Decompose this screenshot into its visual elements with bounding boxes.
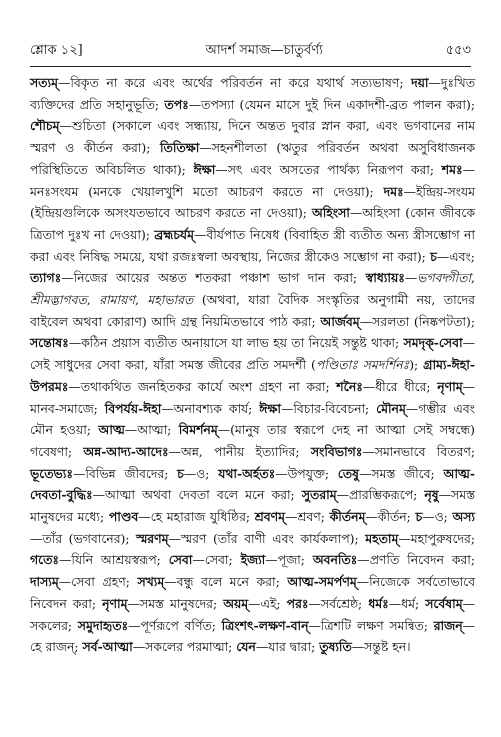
sanskrit-term: দমঃ (383, 183, 404, 199)
sanskrit-term: আত্ম (98, 422, 125, 438)
term-meaning: —বন্ধু বলে মনে করা; (164, 574, 288, 590)
sanskrit-term: দাস্যম্ (30, 574, 59, 590)
sanskrit-term: ধর্মঃ (368, 595, 389, 611)
term-meaning: (অথবা, যারা বৈদিক সংস্কৃতির অনুগামী নয়, তাদের বাইবেল অথবা কোরাণ) আদি গ্রন্থ নিয়মিতভাবে পাঠ করা; (30, 292, 475, 329)
term-meaning: —গম্ভীর এবং মৌন হওয়া; (30, 400, 476, 438)
sanskrit-term: সেবা (168, 552, 193, 568)
term-meaning: — (404, 270, 418, 286)
term-meaning: —বিকৃত না করে এবং অর্থের পরিবর্তন না করে যথার্থ সত্যভাষণ; (57, 75, 412, 90)
term-meaning: —এই; (248, 595, 287, 611)
sanskrit-term: গতেঃ (30, 552, 60, 568)
sanskrit-term: ব্রহ্মচর্যম্ (154, 226, 194, 242)
term-meaning: —ত্রিশটি লক্ষণ সমন্বিত; (308, 617, 434, 633)
term-meaning: —মহাপুরুষদের; (398, 530, 475, 546)
sanskrit-term: অস্য (452, 509, 475, 525)
sanskrit-term: অহিংসা (312, 205, 350, 221)
sanskrit-term: সর্ব-আত্মা (82, 639, 133, 655)
term-meaning: —সেই সাধুদের সেবা করা, যাঁরা সমস্ত জীবের প্রতি সমদর্শী ( (30, 335, 475, 373)
sanskrit-term: রাজন্ (433, 617, 463, 633)
running-header (30, 40, 471, 62)
sanskrit-term: তপঃ (164, 96, 189, 112)
term-meaning: —প্রণতি নিবেদন করা; (357, 552, 475, 568)
sanskrit-term: ভূতেভ্যঃ (30, 465, 73, 481)
term-meaning: —অনাবশ্যক কার্য; (161, 400, 260, 416)
term-meaning: —সর্বশ্রেষ্ঠ; (308, 595, 369, 611)
sanskrit-term: কীর্তনম্ (329, 509, 366, 525)
sanskrit-term: তুষ্যতি (319, 639, 352, 655)
sanskrit-term: চ (177, 465, 184, 481)
term-meaning: —সমস্ত মানুষদের; (127, 595, 224, 611)
sanskrit-term: সংবিভাগঃ (310, 443, 363, 459)
term-meaning: ); (409, 357, 424, 373)
term-meaning: —হে রাজন্; (30, 617, 475, 655)
sanskrit-term: সুতরাম্ (301, 487, 337, 503)
term-meaning: —বিভিন্ন জীবদের; (72, 465, 178, 481)
term-meaning: —বীর্যপাত নিষেধ (বিবাহিত স্ত্রী ব্যতীত অন্য স্ত্রীসম্ভোগ না করা এবং নিষিদ্ধ সময়ে, যথা রজঃস্বলা অবস্থায়, নিজের স্ত্রীকেও সম্ভোগ না করা); (30, 226, 475, 264)
term-meaning: —বিচার-বিবেচনা; (280, 400, 377, 416)
term-meaning: —ও; (422, 509, 453, 525)
sanskrit-term: স্মরণম্ (136, 530, 169, 546)
term-meaning: —সমস্ত জীবে; (358, 465, 444, 481)
sanskrit-term: শৌচম্ (30, 118, 60, 134)
term-meaning: , (134, 292, 148, 308)
term-meaning: —সমস্ত মানুষদের মধ্যে; (30, 487, 475, 525)
sanskrit-term: বিপর্যয়-ঈহা (104, 400, 162, 416)
term-meaning: —(মানুষ তার স্বরূপে দেহ না আত্মা সেই সম্বন্ধে) গবেষণা; (30, 422, 475, 459)
sanskrit-term: তেষু (337, 465, 359, 481)
term-meaning: —মানব-সমাজে; (30, 378, 475, 416)
sanskrit-term: সত্যম্ (30, 75, 58, 90)
sanskrit-term: শ্রবণম্ (254, 509, 285, 525)
sanskrit-term: মৌনম্ (376, 400, 406, 416)
header-rule (30, 66, 471, 67)
sanskrit-term: শমঃ (441, 161, 463, 177)
term-meaning: —সকলের পরমাত্মা; (132, 639, 237, 655)
sanskrit-term: পাণ্ডব (108, 509, 139, 525)
term-meaning: —সহনশীলতা (ঋতুর পরিবর্তন অথবা অসুবিধাজনক পরিস্থিতিতে অবিচলিত থাকা); (30, 140, 475, 177)
term-meaning: —আত্মা; (124, 422, 179, 438)
sanskrit-term: ঈক্ষা (193, 161, 216, 177)
term-meaning: —সেবা; (192, 552, 241, 568)
sanskrit-term: নৃণাম্ (102, 595, 128, 611)
sanskrit-term: চ (430, 248, 437, 264)
sanskrit-term: নৃষু (424, 487, 439, 503)
term-meaning: —সেবা গ্রহণ; (58, 574, 138, 590)
header-chapter-title: আদর্শ সমাজ—চাতুর্বর্ণ্য (205, 42, 323, 58)
term-meaning: —হে মহারাজ যুধিষ্ঠির; (138, 509, 255, 525)
sanskrit-term: শনৈঃ (336, 378, 363, 394)
term-meaning: —অন্ন, পানীয় ইত্যাদির; (168, 443, 311, 459)
term-meaning: —পূজা; (265, 552, 313, 568)
term-meaning: —শ্রবণ; (285, 509, 330, 525)
sanskrit-term: ত্যাগঃ (30, 270, 62, 286)
sanskrit-term: বিমর্শনম্ (178, 422, 218, 438)
term-meaning: , (86, 292, 100, 308)
term-meaning: —আত্মা অথবা দেবতা বলে মনে করা; (92, 487, 302, 503)
term-meaning: —ধীরে ধীরে; (362, 378, 438, 394)
term-meaning: —সরলতা (নিষ্কপটতা); (359, 313, 475, 329)
header-verse-ref: শ্লোক ১২] (30, 42, 83, 58)
sanskrit-term: আর্জবম্ (320, 313, 360, 329)
sanskrit-term: ত্রিংশৎ-লক্ষণ-বান্ (221, 617, 309, 633)
term-meaning: —সৎ এবং অসতের পার্থক্য নিরূপণ করা; (215, 161, 442, 177)
term-meaning: —পূর্ণরূপে বর্ণিত; (128, 617, 222, 633)
sanskrit-term: ঈক্ষা (259, 400, 281, 416)
term-meaning: —ধর্ম; (388, 595, 426, 611)
term-meaning: —কঠিন প্রয়াস ব্যতীত অনায়াসে যা লাভ হয় তা নিয়েই সন্তুষ্ট থাকা; (68, 335, 404, 351)
term-meaning: , (471, 270, 475, 286)
scripture-title: ভগবদ্গীতা (417, 270, 472, 286)
term-meaning: —কীর্তন; (365, 509, 416, 525)
sanskrit-term: পরঃ (286, 595, 309, 611)
page-number: ৫৫৩ (445, 42, 471, 58)
scripture-title: পণ্ডিতাঃ সমদর্শিনঃ (315, 357, 410, 373)
sanskrit-term: চ (415, 509, 423, 525)
term-meaning: —প্রারম্ভিকরূপে; (336, 487, 425, 503)
sanskrit-term: দয়া (411, 75, 429, 90)
sanskrit-term: ইজ্যা (240, 552, 266, 568)
term-meaning: —নিজেকে সর্বতোভাবে নিবেদন করা; (30, 574, 475, 611)
term-meaning: —দুঃখিত ব্যক্তিদের প্রতি সহানুভূতি; (30, 75, 475, 112)
term-meaning: —এবং; (436, 248, 475, 264)
sanskrit-term: নৃণাম্ (437, 378, 463, 394)
scripture-title: রামায়ণ (99, 292, 135, 308)
term-meaning: —স্মরণ (তাঁর বাণী এবং কার্যকলাপ); (168, 530, 366, 546)
sanskrit-term: সন্তোষঃ (30, 335, 69, 351)
term-meaning: —ইন্দ্রিয়-সংযম (ইন্দ্রিয়গুলিকে অসংযতভাবে আচরণ করতে না দেওয়া); (30, 183, 475, 221)
term-meaning: —যার দ্বারা; (255, 639, 320, 655)
sanskrit-term: আত্ম-সমর্পণম্ (287, 574, 357, 590)
term-meaning: —সন্তুষ্ট হন। (351, 639, 411, 655)
term-meaning: —সমানভাবে বিতরণ; (362, 443, 476, 459)
term-meaning: —যিনি আশ্রয়স্বরূপ; (59, 552, 169, 568)
term-meaning: —অহিংসা (কোন জীবকে ত্রিতাপ দুঃখ না দেওয়া); (30, 205, 475, 242)
sanskrit-term: স্বাধ্যায়ঃ (365, 270, 405, 286)
sanskrit-term: সমদৃক্-সেবা (403, 335, 463, 351)
term-meaning: —তাঁর (ভগবানের); (30, 530, 137, 546)
term-meaning: —তপস্যা (যেমন মাসে দুই দিন একাদশী-ব্রত পালন করা); (188, 96, 475, 112)
sanskrit-term: আত্ম-দেবতা-বুদ্ধিঃ (30, 465, 475, 503)
sanskrit-term: তিতিক্ষা (160, 140, 200, 156)
sanskrit-term: অয়ম্ (223, 595, 249, 611)
sanskrit-term: সমুদাহৃতঃ (77, 617, 129, 633)
term-meaning: —তথাকথিত জনহিতকর কার্যে অংশ গ্রহণ না করা; (68, 378, 337, 394)
sanskrit-term: সর্বেষাম্ (425, 595, 463, 611)
term-meaning: —শুচিতা (সকালে এবং সন্ধ্যায়, দিনে অন্তত দুবার স্নান করা, এবং ভগবানের নাম স্মরণ ও কীর্তন করা); (30, 118, 475, 156)
word-meaning-paragraph (30, 72, 475, 658)
term-meaning: —উপযুক্ত; (275, 465, 338, 481)
scripture-title: শ্রীমদ্ভাগবত (30, 292, 87, 308)
sanskrit-term: মহতাম্ (365, 530, 399, 546)
term-meaning: —নিজের আয়ের অন্তত শতকরা পঞ্চাশ ভাগ দান করা; (61, 270, 366, 286)
sanskrit-term: অন্ন-আদ্য-আদেঃ (83, 443, 169, 459)
term-meaning: —সকলের; (30, 595, 475, 633)
sanskrit-term: অবনতিঃ (312, 552, 358, 568)
sanskrit-term: যথা-অর্হতঃ (218, 465, 276, 481)
sanskrit-term: গ্রাম্য-ঈহা-উপরমঃ (30, 357, 475, 394)
sanskrit-term: সখ্যম্ (137, 574, 165, 590)
term-meaning: —ও; (183, 465, 219, 481)
term-meaning: —মনঃসংযম (মনকে খেয়ালখুশি মতো আচরণ করতে না দেওয়া); (30, 161, 475, 199)
sanskrit-term: যেন (236, 639, 256, 655)
scripture-title: মহাভারত (147, 292, 194, 308)
